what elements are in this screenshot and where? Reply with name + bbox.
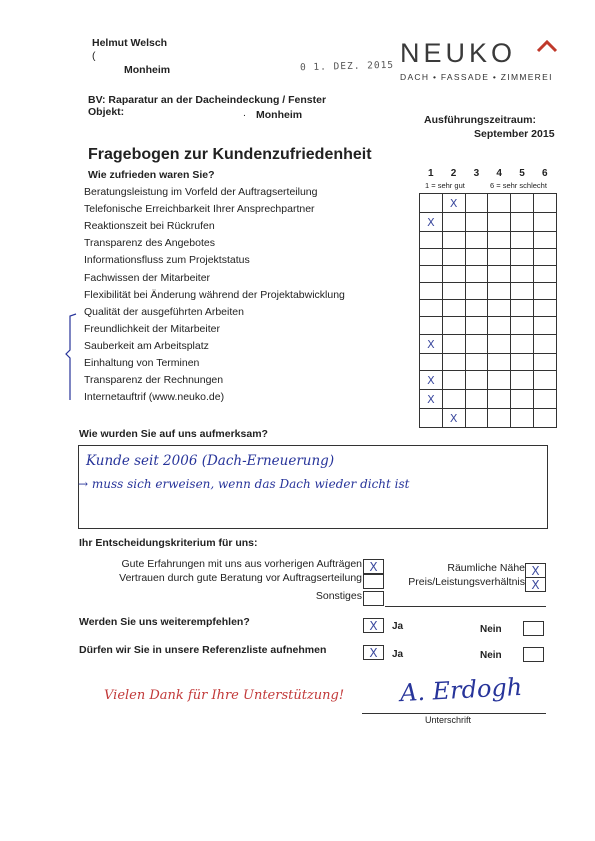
source-answer-line1: Kunde seit 2006 (Dach-Erneuerung) (86, 453, 335, 469)
company-logo (400, 38, 516, 69)
thank-you-note: Vielen Dank für Ihre Unterstützung! (104, 688, 345, 703)
rating-row (420, 249, 557, 266)
rating-cell[interactable] (465, 249, 488, 266)
rating-row (420, 317, 557, 334)
received-stamp: 0 1. DEZ. 2015 (299, 59, 395, 74)
scale-number: 6 (542, 168, 548, 179)
rating-cell[interactable] (465, 389, 488, 408)
rating-cell[interactable] (533, 408, 556, 427)
section-source-title: Wie wurden Sie auf uns aufmerksam? (79, 428, 268, 440)
rating-cell[interactable] (465, 353, 488, 370)
rating-cell[interactable] (420, 389, 443, 408)
rating-cell[interactable] (420, 334, 443, 353)
rating-row (420, 334, 557, 353)
checkmark-icon (364, 575, 383, 588)
criteria-price-checkbox[interactable] (525, 577, 546, 592)
rating-cell[interactable] (465, 370, 488, 389)
objekt-label: Objekt: (88, 106, 125, 118)
checkmark-icon: X (427, 392, 435, 406)
criteria-trust-label: Vertrauen durch gute Beratung vor Auftragserteilung (119, 572, 362, 584)
scale-best-label: 1 = sehr gut (425, 181, 465, 190)
question-label: Reaktionszeit bei Rückrufen (84, 220, 215, 233)
rating-cell[interactable] (533, 283, 556, 300)
rating-cell[interactable] (420, 370, 443, 389)
rating-cell[interactable] (465, 408, 488, 427)
recommend-no-checkbox[interactable] (523, 621, 544, 636)
rating-cell[interactable] (420, 194, 443, 213)
criteria-good-experience-checkbox[interactable] (363, 559, 384, 574)
rating-row (420, 232, 557, 249)
checkmark-icon (524, 648, 543, 661)
rating-cell[interactable] (533, 370, 556, 389)
checkmark-icon: X (427, 337, 435, 351)
rating-cell[interactable] (488, 194, 511, 213)
rating-cell[interactable] (442, 389, 465, 408)
rating-cell[interactable] (488, 249, 511, 266)
rating-cell[interactable] (442, 213, 465, 232)
rating-cell[interactable] (488, 266, 511, 283)
recommend-yes-label: Ja (392, 621, 404, 632)
signature-label: Unterschrift (425, 715, 472, 725)
rating-cell[interactable] (511, 283, 534, 300)
checkmark-icon: X (427, 373, 435, 387)
rating-cell[interactable] (511, 232, 534, 249)
signature: A. Erdogh (399, 672, 523, 708)
rating-cell[interactable] (465, 334, 488, 353)
checkmark-icon: X (427, 216, 435, 229)
question-label: Informationsfluss zum Projektstatus (84, 254, 250, 267)
rating-cell[interactable] (420, 317, 443, 334)
rating-cell[interactable] (420, 249, 443, 266)
customer-name: Helmut Welsch (92, 37, 168, 49)
form-title: Fragebogen zur Kundenzufriedenheit (88, 146, 372, 163)
recommend-yes-checkbox[interactable] (363, 618, 384, 633)
criteria-other-line (385, 606, 546, 607)
source-answer-line2: → muss sich erweisen, wenn das Dach wieder dicht ist (78, 477, 410, 491)
rating-row (420, 370, 557, 389)
checkmark-icon (524, 622, 543, 635)
checkmark-icon: X (369, 560, 378, 574)
signature-line (362, 713, 546, 714)
rating-row (420, 194, 557, 213)
question-label: Internetauftrif (www.neuko.de) (84, 391, 225, 404)
rating-cell[interactable] (511, 213, 534, 232)
criteria-good-experience-label: Gute Erfahrungen mit uns aus vorherigen Aufträgen (121, 558, 362, 570)
rating-cell[interactable] (488, 353, 511, 370)
checkmark-icon: X (369, 619, 378, 633)
rating-cell[interactable] (511, 194, 534, 213)
rating-row (420, 300, 557, 317)
rating-cell[interactable] (488, 389, 511, 408)
rating-cell[interactable] (420, 266, 443, 283)
section-criteria-title: Ihr Entscheidungskriterium für uns: (79, 537, 258, 549)
rating-row (420, 389, 557, 408)
recommend-question: Werden Sie uns weiterempfehlen? (79, 616, 250, 628)
rating-cell[interactable] (442, 249, 465, 266)
criteria-proximity-checkbox[interactable] (525, 563, 546, 578)
company-logo-text: NEUKO (400, 38, 517, 68)
rating-cell[interactable] (442, 194, 465, 213)
rating-cell[interactable] (511, 334, 534, 353)
criteria-trust-checkbox[interactable] (363, 574, 384, 589)
company-tagline: DACH • FASSADE • ZIMMEREI (400, 72, 553, 82)
customer-city: Monheim (124, 64, 171, 76)
rating-cell[interactable] (511, 408, 534, 427)
checkmark-icon (364, 592, 383, 605)
rating-cell[interactable] (488, 300, 511, 317)
rating-cell[interactable] (533, 266, 556, 283)
question-label: Beratungsleistung im Vorfeld der Auftragserteilung (84, 186, 318, 198)
reference-yes-checkbox[interactable] (363, 645, 384, 660)
rating-cell[interactable] (420, 213, 443, 232)
scale-number: 3 (473, 168, 480, 179)
reference-no-checkbox[interactable] (523, 647, 544, 662)
rating-cell[interactable] (511, 249, 534, 266)
rating-cell[interactable] (465, 283, 488, 300)
rating-cell[interactable] (488, 232, 511, 249)
question-label: Transparenz der Rechnungen (84, 374, 224, 387)
rating-cell[interactable] (533, 194, 556, 213)
rating-cell[interactable] (511, 266, 534, 283)
criteria-proximity-label: Räumliche Nähe (447, 562, 525, 574)
rating-cell[interactable] (465, 232, 488, 249)
roof-arrow-icon (536, 38, 558, 64)
rating-cell[interactable] (533, 249, 556, 266)
rating-cell[interactable] (442, 232, 465, 249)
rating-cell[interactable] (533, 317, 556, 334)
rating-cell[interactable] (488, 408, 511, 427)
handwritten-bracket (60, 310, 80, 410)
checkmark-icon: X (531, 578, 540, 592)
rating-cell[interactable] (511, 389, 534, 408)
rating-cell[interactable] (465, 213, 488, 232)
objekt-city: Monheim (256, 109, 303, 121)
period-value: September 2015 (474, 128, 555, 140)
customer-address-mark: ( (92, 50, 96, 62)
rating-cell[interactable] (465, 300, 488, 317)
rating-row (420, 408, 557, 427)
rating-row (420, 283, 557, 300)
rating-row (420, 266, 557, 283)
objekt-dot: . (243, 107, 246, 119)
scale-number: 5 (519, 168, 525, 179)
question-label: Einhaltung von Terminen (84, 357, 200, 369)
rating-cell[interactable] (511, 300, 534, 317)
rating-cell[interactable] (465, 266, 488, 283)
rating-cell[interactable] (533, 213, 556, 232)
criteria-other-label: Sonstiges (315, 590, 362, 602)
rating-cell[interactable] (488, 317, 511, 334)
rating-cell[interactable] (420, 408, 443, 427)
bv-line: BV: Raparatur an der Dacheindeckung / Fenster (88, 94, 327, 106)
scale-number: 1 (428, 168, 434, 179)
rating-cell[interactable] (488, 213, 511, 232)
rating-cell[interactable] (442, 283, 465, 300)
section-satisfaction-title: Wie zufrieden waren Sie? (88, 169, 215, 181)
rating-cell[interactable] (420, 300, 443, 317)
rating-row (420, 353, 557, 370)
rating-cell[interactable] (465, 194, 488, 213)
question-label: Sauberkeit am Arbeitsplatz (84, 339, 209, 352)
checkmark-icon: X (369, 646, 378, 660)
scale-worst-label: 6 = sehr schlecht (490, 181, 547, 190)
rating-cell[interactable] (533, 353, 556, 370)
question-label: Telefonische Erreichbarkeit Ihrer Ansprechpartner (84, 203, 315, 216)
rating-cell[interactable] (533, 232, 556, 249)
rating-cell[interactable] (442, 317, 465, 334)
criteria-price-label: Preis/Leistungsverhältnis (408, 576, 525, 588)
checkmark-icon: X (449, 197, 458, 210)
rating-row (420, 213, 557, 232)
question-label: Freundlichkeit der Mitarbeiter (84, 322, 220, 335)
rating-cell[interactable] (442, 334, 465, 353)
question-label: Flexibilität bei Änderung während der Projektabwicklung (84, 288, 345, 301)
criteria-other-checkbox[interactable] (363, 591, 384, 606)
rating-cell[interactable] (442, 408, 465, 427)
question-label: Fachwissen der Mitarbeiter (84, 271, 211, 284)
rating-cell[interactable] (420, 283, 443, 300)
rating-cell[interactable] (511, 370, 534, 389)
rating-cell[interactable] (442, 266, 465, 283)
rating-cell[interactable] (420, 232, 443, 249)
scale-number: 2 (450, 168, 457, 179)
rating-cell[interactable] (488, 283, 511, 300)
recommend-no-label: Nein (480, 624, 502, 635)
rating-cell[interactable] (488, 370, 511, 389)
rating-cell[interactable] (533, 389, 556, 408)
rating-cell[interactable] (420, 353, 443, 370)
reference-no-label: Nein (480, 650, 502, 661)
rating-cell[interactable] (442, 353, 465, 370)
question-label: Transparenz des Angebotes (84, 237, 215, 250)
rating-cell[interactable] (442, 300, 465, 317)
rating-cell[interactable] (511, 353, 534, 370)
rating-cell[interactable] (533, 300, 556, 317)
question-label: Qualität der ausgeführten Arbeiten (84, 305, 244, 318)
rating-cell[interactable] (465, 317, 488, 334)
scale-number: 4 (496, 168, 502, 179)
rating-grid (419, 193, 557, 428)
rating-cell[interactable] (511, 317, 534, 334)
reference-question: Dürfen wir Sie in unsere Referenzliste aufnehmen (79, 644, 327, 656)
period-label: Ausführungszeitraum: (424, 114, 537, 126)
rating-cell[interactable] (533, 334, 556, 353)
checkmark-icon: X (531, 564, 540, 578)
rating-cell[interactable] (488, 334, 511, 353)
reference-yes-label: Ja (392, 649, 404, 660)
rating-cell[interactable] (442, 370, 465, 389)
checkmark-icon: X (449, 411, 458, 425)
